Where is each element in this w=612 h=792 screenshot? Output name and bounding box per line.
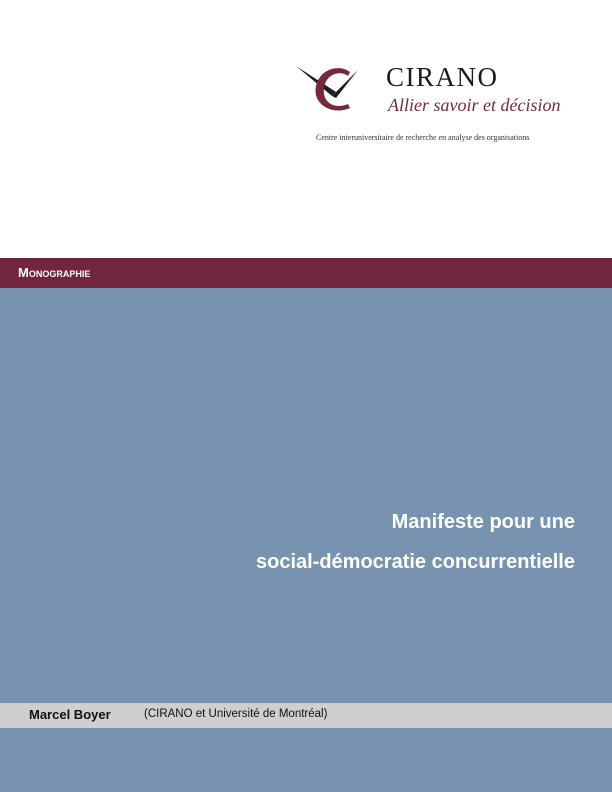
logo-tagline: Allier savoir et décision	[388, 95, 561, 115]
header-logo-area	[0, 0, 612, 258]
author-band	[0, 703, 612, 728]
author-affiliation: (CIRANO et Université de Montréal)	[144, 708, 328, 720]
logo-subtitle: Centre interuniversitaire de recherche en analyse des organisations	[316, 133, 530, 142]
logo-name: CIRANO	[386, 62, 499, 92]
series-band	[0, 258, 612, 288]
title-line-1: Manifeste pour une	[391, 511, 575, 533]
cirano-logo-icon	[292, 62, 372, 118]
author-name: Marcel Boyer	[29, 707, 111, 722]
title-line-2: social-démocratie concurrentielle	[255, 551, 575, 573]
series-label: Monographie	[18, 265, 91, 280]
